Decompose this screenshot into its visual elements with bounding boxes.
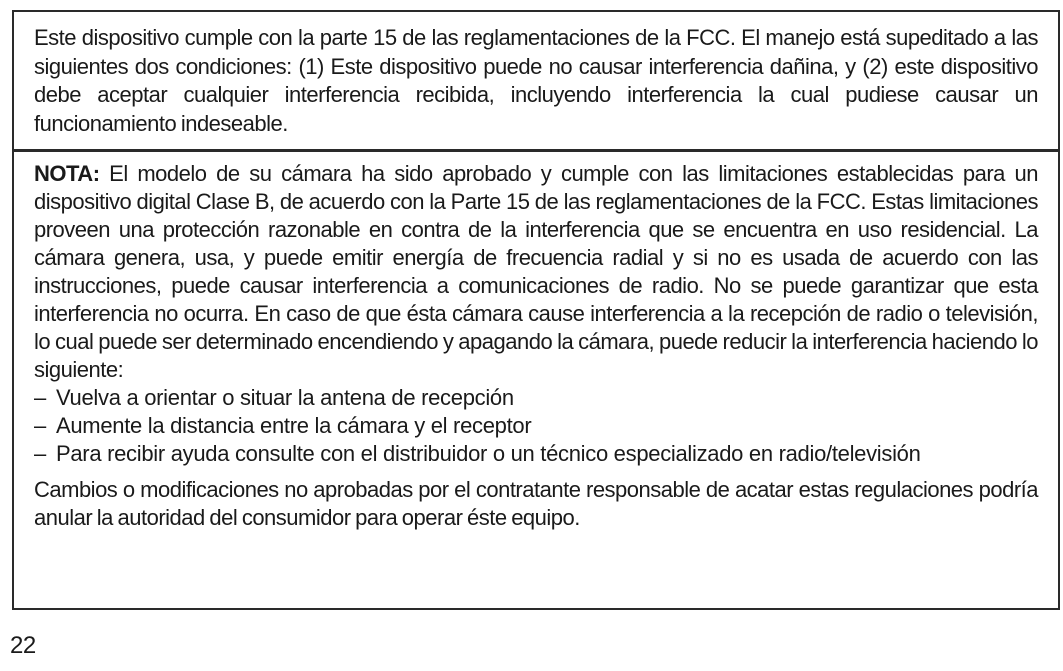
list-item-text: Vuelva a orientar o situar la antena de recepción xyxy=(56,385,514,410)
list-item xyxy=(34,440,1038,468)
page-number: 22 xyxy=(10,632,36,659)
fcc-statement-box xyxy=(14,12,1058,152)
list-item xyxy=(34,412,1038,440)
list-item xyxy=(34,384,1038,412)
note-body: El modelo de su cámara ha sido aprobado y cumple con las limitaciones establecidas para un dispositivo digital Clase B, de acuerdo con la Parte 15 de las reglamentaciones de la FCC. Estas limitaciones proveen una protección razonable en contra de la interferencia que se encuentra en uso residencial. La cámara genera, usa, y puede emitir energía de frecuencia radial y si no es usada de acuerdo con las instrucciones, puede causar interferencia a comunicaciones de radio. No se puede garantizar que esta interferencia no ocurra. En caso de que ésta cámara cause interferencia a la recepción de radio o televisión, lo cual puede ser determinado encendiendo y apagando la cámara, puede reducir la interferencia haciendo lo siguiente: xyxy=(34,161,1038,382)
interference-remedy-list xyxy=(34,384,1038,468)
list-dash: – xyxy=(34,385,46,410)
closing-paragraph: Cambios o modificaciones no aprobadas por el contratante responsable de acatar estas regulaciones podría anular la autoridad del consumidor para operar éste equipo. xyxy=(34,477,1038,530)
fcc-notice-frame xyxy=(12,10,1060,610)
list-item-text: Para recibir ayuda consulte con el distribuidor o un técnico especializado en radio/televisión xyxy=(56,441,921,466)
list-item-text: Aumente la distancia entre la cámara y el receptor xyxy=(56,413,532,438)
list-dash: – xyxy=(34,413,46,438)
fcc-note-paragraph xyxy=(34,160,1038,384)
list-dash: – xyxy=(34,441,46,466)
fcc-note-box xyxy=(14,152,1058,608)
fcc-statement-text: Este dispositivo cumple con la parte 15 de las reglamentaciones de la FCC. El manejo está supeditado a las siguientes dos condiciones: (1) Este dispositivo puede no causar interferencia dañina, y (2) este dispositivo debe aceptar cualquier interferencia recibida, incluyendo interferencia la cual pudiese causar un funcionamiento indeseable. xyxy=(34,25,1038,136)
note-label: NOTA: xyxy=(34,161,100,186)
